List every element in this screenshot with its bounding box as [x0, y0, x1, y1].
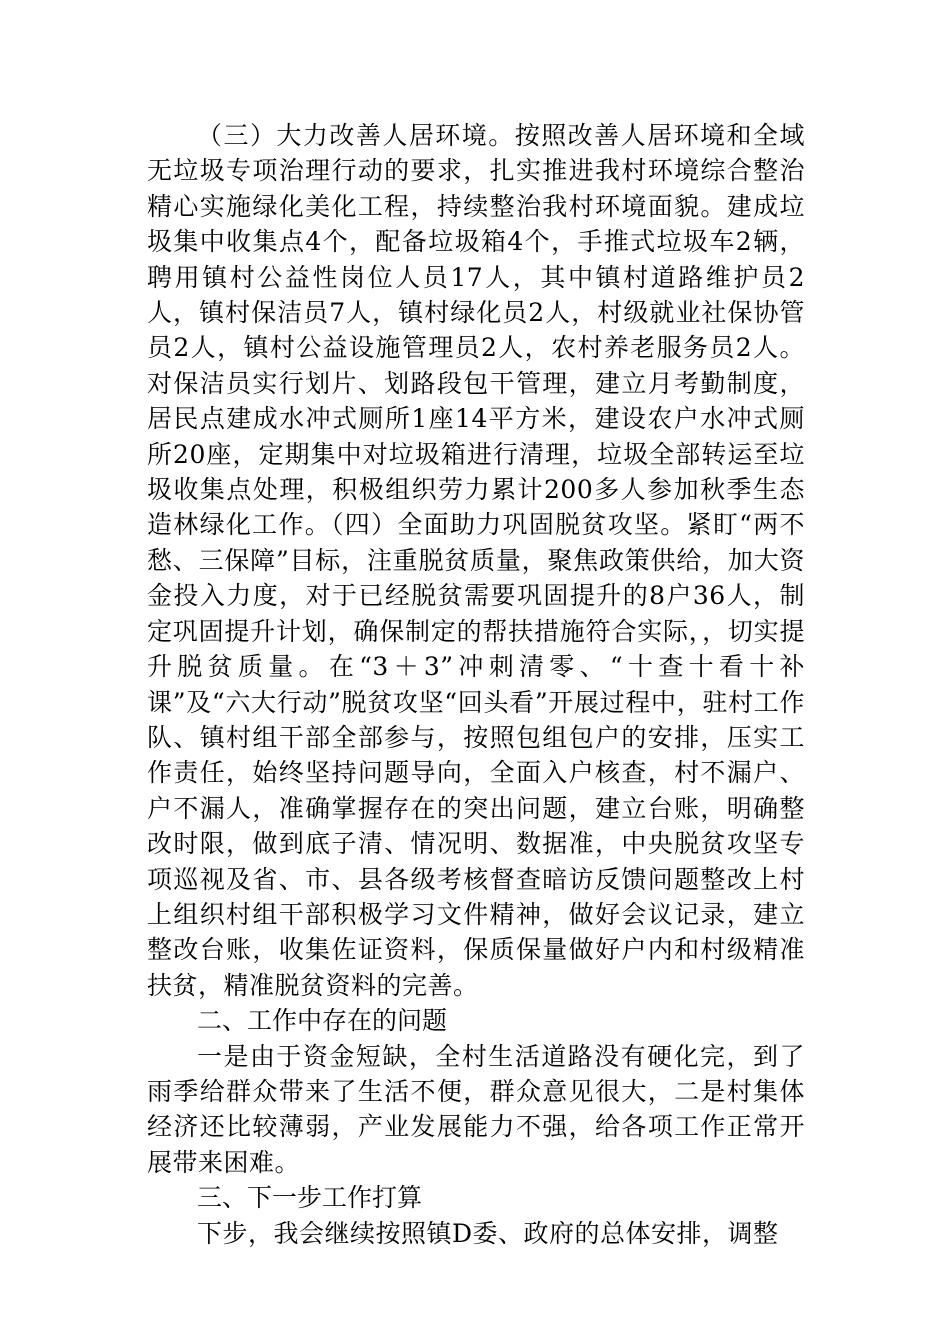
paragraph-problems: 一是由于资金短缺，全村生活道路没有硬化完，到了雨季给群众带来了生活不便，群众意见很大，二是村集体经济还比较薄弱，产业发展能力不强，给各项工作正常开展带来困难。 — [147, 1041, 805, 1177]
paragraph-next-steps: 下步，我会继续按照镇D委、政府的总体安排，调整 — [197, 1218, 779, 1248]
section-heading-next-steps: 三、下一步工作打算 — [197, 1183, 423, 1213]
paragraph-living-environment: （三）大力改善人居环境。按照改善人居环境和全域无垃圾专项治理行动的要求，扎实推进我村环境综合整治精心实施绿化美化工程，持续整治我村环境面貌。建成垃圾集中收集点4个，配备垃圾箱4个，手推式垃圾车2辆，聘用镇村公益性岗位人员17人，其中镇村道路维护员2人，镇村保洁员7人，镇村绿化员2人，村级就业社保协管员2人，镇村公益设施管理员2人，农村养老服务员2人。对保洁员实行划片、划路段包干管理，建立月考勤制度，居民点建成水冲式厕所1座14平方米，建设农户水冲式厕所20座，定期集中对垃圾箱进行清理，垃圾全部转运至垃圾收集点处理，积极组织劳力累计200多人参加秋季生态造林绿化工作。（四）全面助力巩固脱贫攻坚。紧盯“两不愁、三保障”目标，注重脱贫质量，聚焦政策供给，加大资金投入力度，对于已经脱贫需要巩固提升的8户36人，制定巩固提升计划，确保制定的帮扶措施符合实际，，切实提升脱贫质量。在“3＋3”冲刺清零、“十查十看十补课”及“六大行动”脱贫攻坚“回头看”开展过程中，驻村工作队、镇村组干部全部参与，按照包组包户的安排，压实工作责任，始终坚持问题导向，全面入户核查，村不漏户、户不漏人，准确掌握存在的突出问题，建立台账，明确整改时限，做到底子清、情况明、数据准，中央脱贫攻坚专项巡视及省、市、县各级考核督查暗访反馈问题整改上村上组织村组干部积极学习文件精神，做好会议记录，建立整改台账，收集佐证资料，保质保量做好户内和村级精准扶贫，精准脱贫资料的完善。 — [147, 121, 805, 1000]
document-page — [147, 118, 805, 1251]
section-heading-problems: 二、工作中存在的问题 — [197, 1006, 448, 1036]
